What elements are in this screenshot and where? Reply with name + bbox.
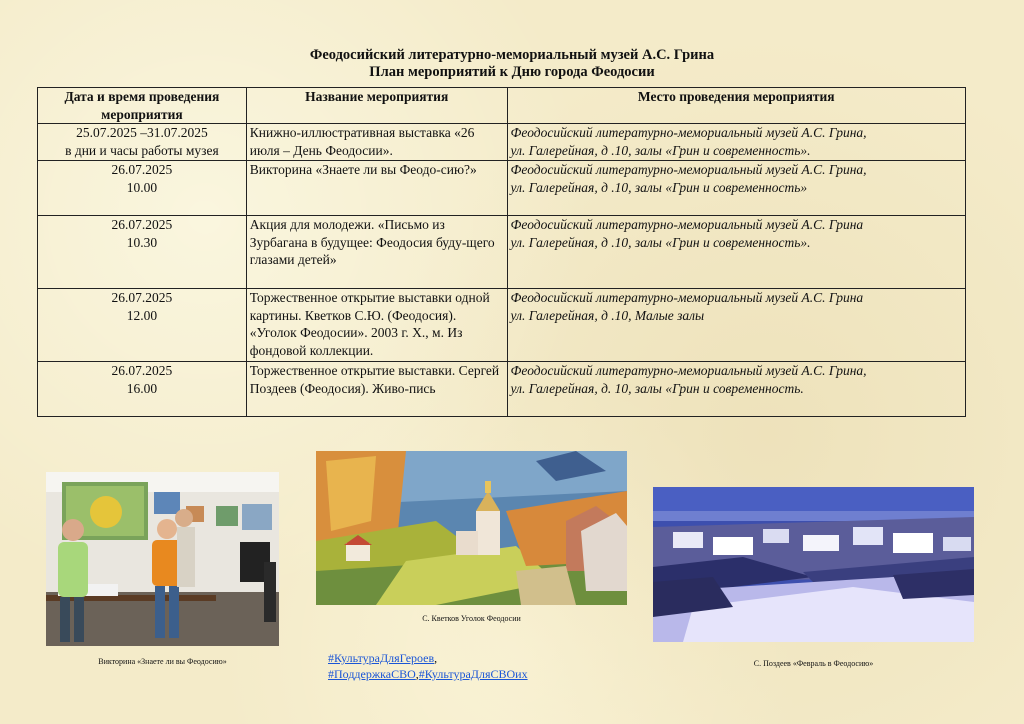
column-header-date: Дата и время проведения мероприятия: [38, 88, 247, 124]
event-name: Акция для молодежи. «Письмо из Зурбагана в будущее: Феодосия буду-щего глазами детей»: [246, 216, 507, 289]
event-time: в дни и часы работы музея: [65, 142, 219, 158]
painting-kvetkov: [316, 451, 627, 605]
hashtags: [328, 650, 528, 682]
event-name: Торжественное открытие выставки. Сергей Поздеев (Феодосия). Живо-пись: [246, 362, 507, 417]
event-time: 16.00: [126, 380, 158, 396]
event-name: Викторина «Знаете ли вы Феодо-сию?»: [246, 161, 507, 216]
place-museum: Феодосийский литературно-мемориальный музей А.С. Грина,: [510, 162, 867, 177]
place-address: ул. Галерейная, д .10, залы «Грин и современность».: [510, 234, 811, 250]
table-row: [38, 216, 966, 289]
date-cell: [38, 362, 247, 417]
place-museum: Феодосийский литературно-мемориальный музей А.С. Грина: [510, 290, 864, 305]
painting-kvetkov-caption: С. Кветков Уголок Феодосии: [422, 614, 521, 623]
place-cell: [507, 362, 965, 417]
event-name: Торжественное открытие выставки одной картины. Кветков С.Ю. (Феодосия). «Уголок Феодосии». 2003 г. Х., м. Из фондовой коллекции.: [246, 289, 507, 362]
event-date: 26.07.2025: [111, 363, 173, 378]
date-cell: [38, 124, 247, 161]
table-row: [38, 161, 966, 216]
event-time: 10.30: [126, 234, 158, 250]
column-header-event: Название мероприятия: [246, 88, 507, 124]
place-cell: [507, 161, 965, 216]
table-row: [38, 362, 966, 417]
event-date: 25.07.2025 –31.07.2025: [76, 125, 208, 140]
event-date: 26.07.2025: [111, 290, 173, 305]
painting-pozdeev-caption: С. Поздеев «Февраль в Феодосию»: [753, 659, 874, 668]
place-address: ул. Галерейная, д .10, Малые залы: [510, 307, 705, 323]
event-name: Книжно-иллюстративная выставка «26 июля – День Феодосии».: [246, 124, 507, 161]
place-address: ул. Галерейная, д .10, залы «Грин и современность».: [510, 142, 811, 158]
place-museum: Феодосийский литературно-мемориальный музей А.С. Грина,: [510, 363, 867, 378]
date-cell: [38, 289, 247, 362]
hashtag-culture-for-heroes[interactable]: #КультураДляГероев: [328, 651, 435, 665]
plan-title: План мероприятий к Дню города Феодосии: [369, 64, 655, 80]
date-cell: [38, 161, 247, 216]
event-time: 12.00: [126, 307, 158, 323]
hashtag-support-svo[interactable]: #ПоддержкаСВО: [328, 667, 416, 681]
event-date: 26.07.2025: [111, 162, 173, 177]
hashtag-separator: ,: [415, 667, 419, 681]
quiz-photo-caption: Викторина «Знаете ли вы Феодосию»: [98, 657, 227, 666]
date-cell: [38, 216, 247, 289]
place-museum: Феодосийский литературно-мемориальный музей А.С. Грина: [510, 217, 864, 232]
place-museum: Феодосийский литературно-мемориальный музей А.С. Грина,: [510, 125, 867, 140]
place-cell: [507, 289, 965, 362]
column-header-place: Место проведения мероприятия: [507, 88, 965, 124]
hashtag-separator: ,: [434, 651, 438, 665]
quiz-photo: [46, 472, 279, 646]
place-cell: [507, 216, 965, 289]
table-row: [38, 124, 966, 161]
events-table: [37, 87, 966, 417]
table-row: [38, 289, 966, 362]
museum-title: Феодосийский литературно-мемориальный музей А.С. Грина: [309, 47, 715, 63]
table-header-row: [38, 88, 966, 124]
place-address: ул. Галерейная, д .10, залы «Грин и современность»: [510, 179, 808, 195]
place-cell: [507, 124, 965, 161]
event-date: 26.07.2025: [111, 217, 173, 232]
event-time: 10.00: [126, 179, 158, 195]
painting-pozdeev: [653, 487, 974, 642]
place-address: ул. Галерейная, д. 10, залы «Грин и современность.: [510, 380, 804, 396]
hashtag-culture-for-svo[interactable]: #КультураДляСВОих: [418, 667, 528, 681]
